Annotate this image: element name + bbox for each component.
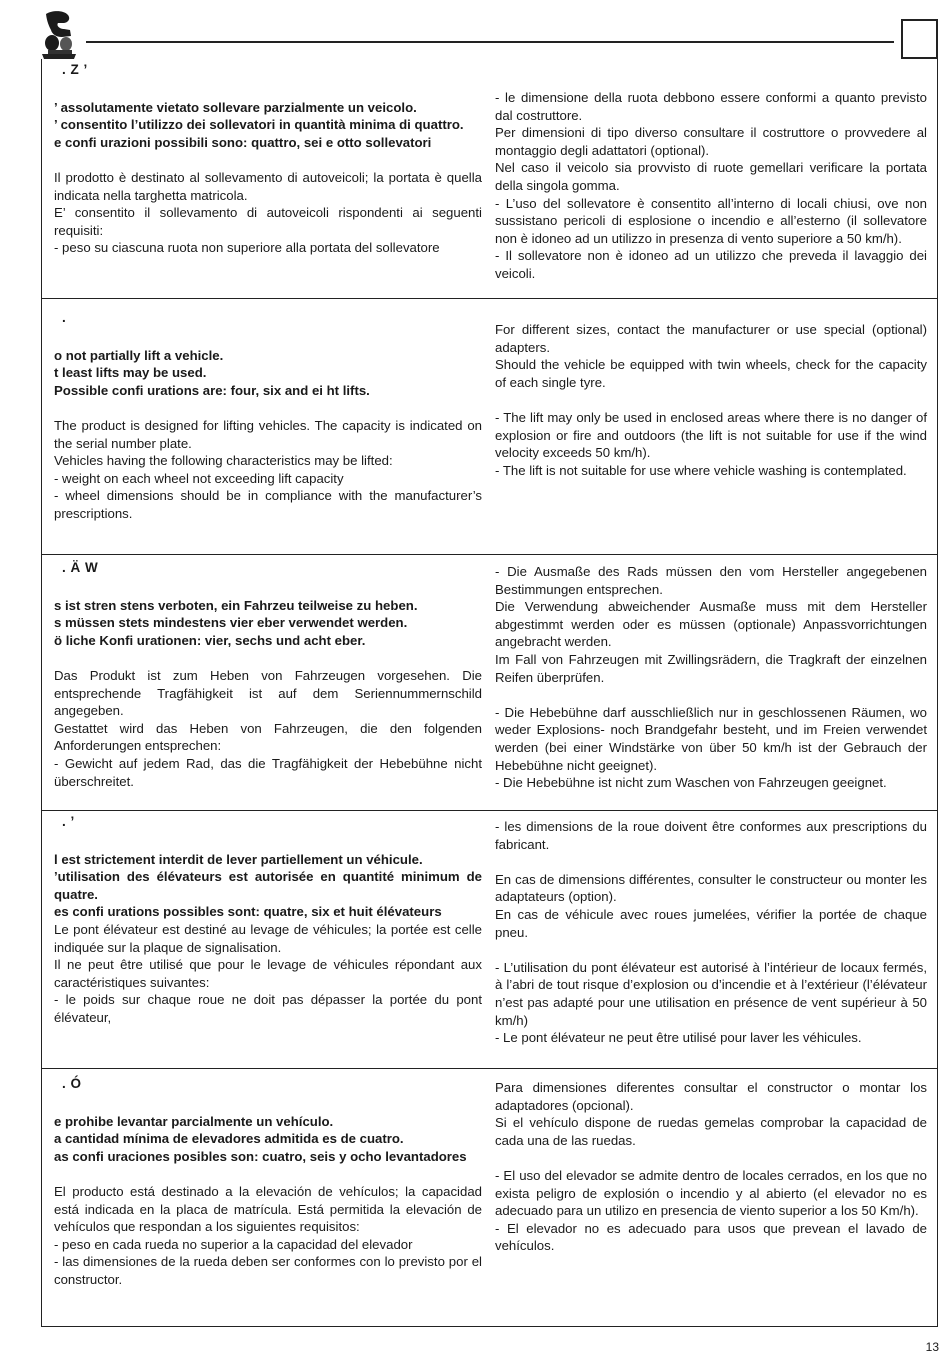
warning-line: ’ consentito l’utilizzo dei sollevatori in quantità minima di quattro. — [54, 117, 464, 133]
paragraph: - peso en cada rueda no superior a la capacidad del elevador — [54, 1236, 413, 1252]
paragraph: - Die Hebebühne ist nicht zum Waschen von Fahrzeugen geeignet. — [495, 775, 887, 791]
section-heading: . Z ’ — [62, 62, 88, 77]
paragraph: El producto está destinado a la elevación de vehículos; la capacidad está indicada en la placa de matrícula. Está permitida la elevación de vehículos que respondan a los siguientes requisitos: — [54, 1183, 482, 1235]
paragraph-gap — [54, 151, 482, 169]
paragraph: - las dimensiones de la rueda deben ser conformes con lo previsto por el constructor. — [54, 1254, 482, 1287]
paragraph-gap — [54, 649, 482, 667]
section-heading: . Ä W — [62, 560, 99, 575]
paragraph: En cas de dimensions différentes, consulter le constructeur ou monter les adaptateurs (option). — [495, 871, 927, 905]
left-paragraphs — [54, 99, 482, 257]
paragraph: - weight on each wheel not exceeding lift capacity — [54, 470, 344, 486]
section-german — [41, 554, 938, 811]
left-column — [54, 1075, 482, 1289]
paragraph: Il prodotto è destinato al sollevamento di autoveicoli; la portata è quella indicata nella targhetta matricola. — [54, 169, 482, 203]
right-column — [495, 563, 927, 792]
left-column — [54, 813, 482, 1027]
paragraph: - Die Hebebühne darf ausschließlich nur in geschlossenen Räumen, wo weder Explosions- noch Brandgefahr besteht, und im Freien verwendet werden (bei einer Windstärke von über 50 km/h ist der Gebrauch der Hebebühne nicht geeignet). — [495, 704, 927, 773]
warning-line: as confi uraciones posibles son: cuatro, seis y ocho levantadores — [54, 1148, 467, 1164]
paragraph: Si el vehículo dispone de ruedas gemelas comprobar la capacidad de cada una de las ruedas. — [495, 1115, 927, 1148]
warning-line: l est strictement interdit de lever partiellement un véhicule. — [54, 851, 423, 867]
section-heading: . — [62, 310, 67, 325]
paragraph: Para dimensiones diferentes consultar el constructor o montar los adaptadores (opcional). — [495, 1080, 927, 1113]
paragraph-gap — [54, 399, 482, 417]
paragraph-gap — [495, 391, 927, 409]
left-paragraphs — [54, 347, 482, 523]
paragraph: - peso su ciascuna ruota non superiore alla portata del sollevatore — [54, 240, 440, 256]
paragraph-gap — [54, 1165, 482, 1183]
right-paragraphs — [495, 321, 927, 479]
paragraph: Gestattet wird das Heben von Fahrzeugen, die den folgenden Anforderungen entsprechen: — [54, 720, 482, 754]
paragraph: - Il sollevatore non è idoneo ad un utilizzo che preveda il lavaggio dei veicoli. — [495, 248, 927, 281]
warning-line: s ist stren stens verboten, ein Fahrzeu teilweise zu heben. — [54, 597, 418, 613]
page-number: 13 — [925, 1340, 939, 1354]
paragraph: - El elevador no es adecuado para usos que prevean el lavado de vehículos. — [495, 1220, 927, 1254]
paragraph: Nel caso il veicolo sia provvisto di ruote gemellari verificare la portata della singola gomma. — [495, 160, 927, 193]
paragraph: - Le pont élévateur ne peut être utilisé pour laver les véhicules. — [495, 1030, 862, 1046]
warning-line: o not partially lift a vehicle. — [54, 347, 224, 363]
paragraph: - El uso del elevador se admite dentro de locales cerrados, en los que no exista peligro de explosión o incendio y al abierto (el elevador no es adecuado para un utilizo en presencia de viento superior a los 50 Km/h). — [495, 1167, 927, 1219]
right-column — [495, 818, 927, 1047]
paragraph: The product is designed for lifting vehicles. The capacity is indicated on the serial number plate. — [54, 417, 482, 451]
paragraph: Die Verwendung abweichender Ausmaße muss mit dem Hersteller abgestimmt werden oder es müssen (optionale) Anpassvorrichtungen angebracht werden. — [495, 599, 927, 650]
left-column — [54, 559, 482, 790]
paragraph-gap — [495, 941, 927, 959]
corner-box — [901, 19, 938, 59]
paragraph: E’ consentito il sollevamento di autoveicoli rispondenti ai seguenti requisiti: — [54, 205, 482, 238]
header-rule — [86, 41, 894, 43]
paragraph: Im Fall von Fahrzeugen mit Zwillingsrädern, die Tragkraft der einzelnen Reifen überprüfen. — [495, 651, 927, 685]
paragraph: - les dimensions de la roue doivent être conformes aux prescriptions du fabricant. — [495, 819, 927, 852]
paragraph: - L’uso del sollevatore è consentito all’interno di locali chiusi, ove non sussistano pericoli di esplosione o incendio e all’esterno (il sollevatore non è idoneo ad un utilizzo in presenza di vento superiore a 50 km/h). — [495, 195, 927, 246]
warning-line: ’ assolutamente vietato sollevare parzialmente un veicolo. — [54, 99, 417, 115]
paragraph: Should the vehicle be equipped with twin wheels, check for the capacity of each single tyre. — [495, 357, 927, 390]
left-paragraphs — [54, 597, 482, 791]
warning-line: ’utilisation des élévateurs est autorisée en quantité minimum de quatre. — [54, 869, 482, 902]
warning-line: t least lifts may be used. — [54, 365, 207, 381]
paragraph: - le dimensione della ruota debbono essere conformi a quanto previsto dal costruttore. — [495, 90, 927, 123]
right-paragraphs — [495, 563, 927, 792]
left-paragraphs — [54, 1113, 482, 1289]
warning-line: e confi urazioni possibili sono: quattro, sei e otto sollevatori — [54, 134, 432, 150]
right-paragraphs — [495, 818, 927, 1047]
brand-logo-icon — [38, 10, 80, 60]
warning-line: Possible confi urations are: four, six and ei ht lifts. — [54, 382, 370, 398]
paragraph: - wheel dimensions should be in compliance with the manufacturer’s prescriptions. — [54, 488, 482, 521]
paragraph: Le pont élévateur est destiné au levage de véhicules; la portée est celle indiquée sur la plaque de signalisation. — [54, 921, 482, 955]
right-paragraphs — [495, 1079, 927, 1255]
paragraph: Per dimensioni di tipo diverso consultare il costruttore o provvedere al montaggio degli adattatori (optional). — [495, 125, 927, 158]
section-french — [41, 810, 938, 1069]
right-column — [495, 1079, 927, 1255]
paragraph: En cas de véhicule avec roues jumelées, vérifier la portée de chaque pneu. — [495, 906, 927, 940]
paragraph: - Die Ausmaße des Rads müssen den vom Hersteller angegebenen Bestimmungen entsprechen. — [495, 564, 927, 597]
paragraph: - The lift may only be used in enclosed areas where there is no danger of explosion or fire and outdoors (the lift is not suitable for use if the wind velocity exceeds 50 km/h). — [495, 409, 927, 461]
paragraph-gap — [495, 1149, 927, 1167]
left-column — [54, 61, 482, 257]
section-english — [41, 298, 938, 555]
paragraph: Das Produkt ist zum Heben von Fahrzeugen vorgesehen. Die entsprechende Tragfähigkeit ist auf dem Seriennummernschild angegeben. — [54, 667, 482, 719]
right-paragraphs — [495, 89, 927, 283]
left-paragraphs — [54, 851, 482, 1027]
paragraph-gap — [495, 686, 927, 704]
section-heading: . Ó — [62, 1076, 82, 1091]
paragraph: - The lift is not suitable for use where vehicle washing is contemplated. — [495, 462, 907, 478]
right-column — [495, 89, 927, 283]
paragraph-gap — [495, 853, 927, 871]
section-heading: . ’ — [62, 814, 75, 829]
paragraph: For different sizes, contact the manufacturer or use special (optional) adapters. — [495, 322, 927, 355]
left-column — [54, 309, 482, 523]
paragraph: Vehicles having the following characteristics may be lifted: — [54, 453, 393, 469]
warning-line: es confi urations possibles sont: quatre, six et huit élévateurs — [54, 904, 442, 920]
warning-line: ö liche Konfi urationen: vier, sechs und acht eber. — [54, 632, 366, 648]
paragraph: Il ne peut être utilisé que pour le levage de véhicules répondant aux caractéristiques suivantes: — [54, 957, 482, 990]
paragraph: - L’utilisation du pont élévateur est autorisé à l’intérieur de locaux fermés, à l’abri de tout risque d’explosion ou d’incendie et à l’extérieur (l’élévateur n’est pas adapté pour une utilisation en présence de vent supérieur à 50 km/h) — [495, 959, 927, 1028]
warning-line: a cantidad mínima de elevadores admitida es de cuatro. — [54, 1131, 404, 1147]
warning-line: s müssen stets mindestens vier eber verwendet werden. — [54, 615, 408, 631]
right-column — [495, 321, 927, 479]
paragraph: - Gewicht auf jedem Rad, das die Tragfähigkeit der Hebebühne nicht überschreitet. — [54, 755, 482, 789]
paragraph: - le poids sur chaque roue ne doit pas dépasser la portée du pont élévateur, — [54, 992, 482, 1025]
section-italian — [41, 59, 938, 299]
warning-line: e prohibe levantar parcialmente un vehículo. — [54, 1113, 334, 1129]
section-spanish — [41, 1068, 938, 1327]
